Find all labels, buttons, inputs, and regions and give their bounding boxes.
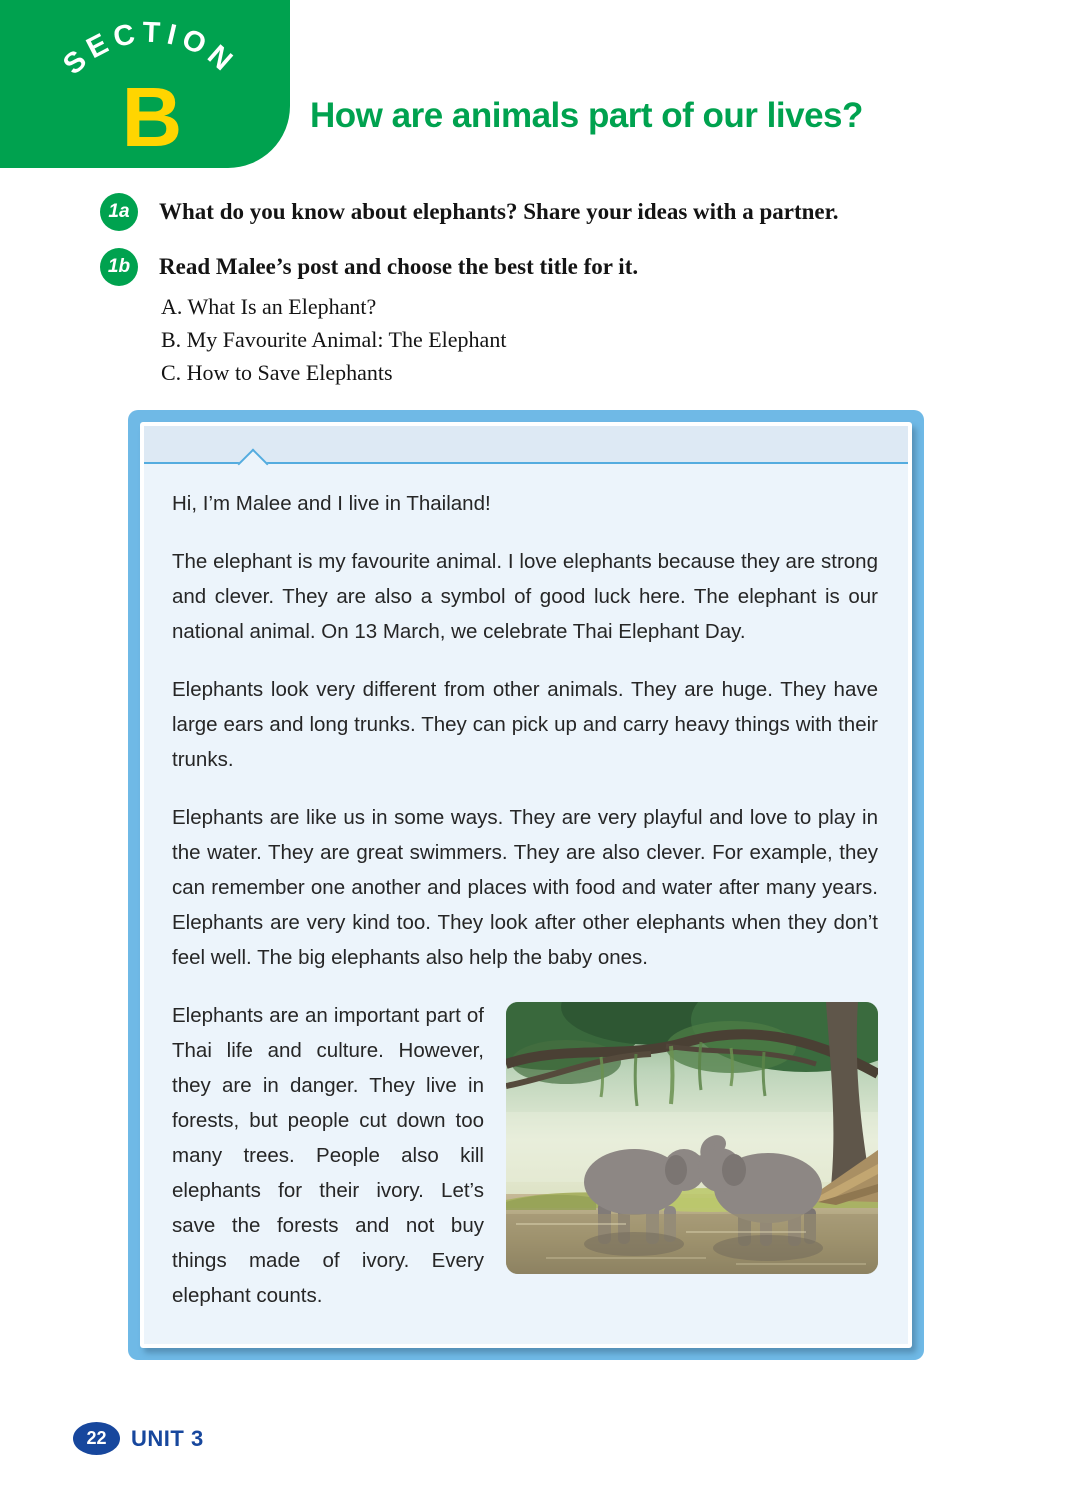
section-arc-text: SECTION [57,16,243,82]
task-1b-badge: 1b [100,248,138,286]
page-title: How are animals part of our lives? [310,96,863,135]
section-letter: B [121,70,183,164]
title-options-list [161,290,506,389]
post-card-inner [140,422,912,1348]
post-body [144,464,908,1344]
page-number: 22 [86,1428,107,1448]
post-paragraph-3: Elephants are like us in some ways. They are very playful and love to play in the water. They are great swimmers. They are also clever. For example, they can remember one another and places with food and water after many years. Elephants are very kind too. They look after other elephants when they don’t feel well. The big elephants also help the baby ones. [172,806,878,969]
task-1a [100,193,980,231]
option-b: B. My Favourite Animal: The Elephant [161,327,507,352]
task-1a-badge: 1a [100,193,138,231]
option-a: A. What Is an Elephant? [161,294,377,319]
post-final-paragraph: Elephants are an important part of Thai life and culture. However, they are in danger. They live in forests, but people cut down too many trees. People also kill elephants for their ivory. Let’s save the forests and not buy things made of ivory. Every elephant counts. [172,1004,484,1307]
heart-icon[interactable] [232,1342,264,1344]
post-greeting: Hi, I’m Malee and I live in Thailand! [172,492,491,515]
task-1b-text: Read Malee’s post and choose the best title for it. [159,254,639,279]
section-badge [0,0,290,168]
share-icon[interactable] [290,1342,322,1344]
option-c: C. How to Save Elephants [161,360,393,385]
post-card [128,410,924,1360]
post-actions [172,1336,878,1344]
post-paragraph-1: The elephant is my favourite animal. I love elephants because they are strong and clever. They are also a symbol of good luck here. The elephant is our national animal. On 13 March, we celebrate Thai Elephant Day. [172,550,878,643]
footer-page-badge [73,1422,120,1455]
task-1b [100,248,980,286]
post-paragraph-2: Elephants look very different from other animals. They are huge. They have large ears and long trunks. They can pick up and carry heavy things with their trunks. [172,678,878,771]
task-1a-text: What do you know about elephants? Share your ideas with a partner. [159,199,839,224]
comments-icon[interactable] [174,1342,206,1344]
elephant-photo [506,1002,878,1274]
post-card-header [144,426,908,464]
unit-label: UNIT 3 [131,1426,204,1451]
